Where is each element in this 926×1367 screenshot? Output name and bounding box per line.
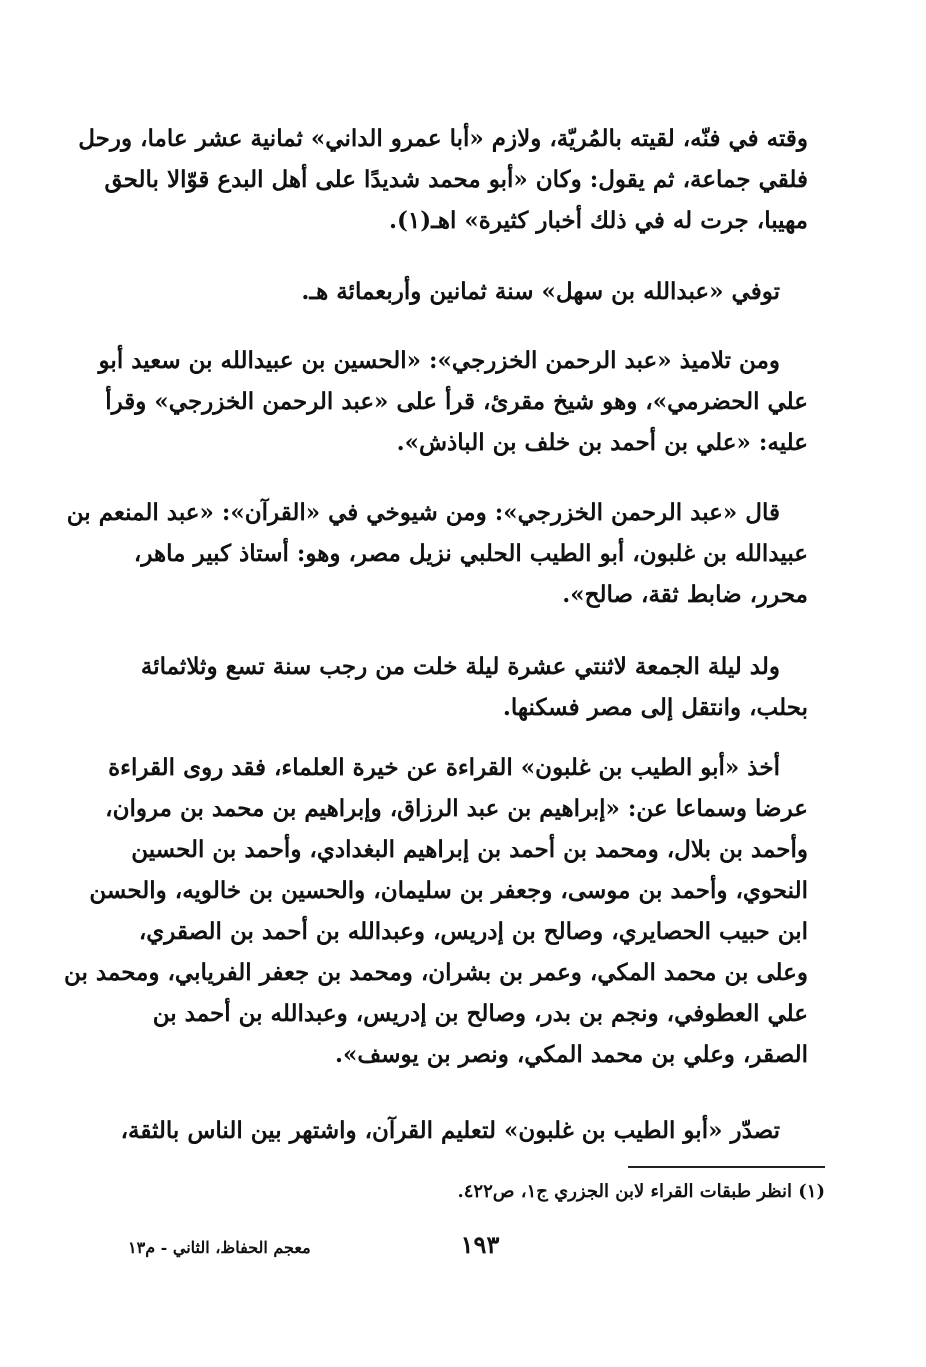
page-number: ١٩٣ [460, 1230, 500, 1259]
text-line: عليه: «علي بن أحمد بن خلف بن الباذش». [396, 429, 808, 456]
running-title: معجم الحفاظ، الثاني - م١٣ [128, 1238, 311, 1257]
text-line: محرر، ضابط ثقة، صالح». [562, 581, 808, 608]
text-line: أخذ «أبو الطيب بن غلبون» القراءة عن خيرة العلماء، فقد روى القراءة [108, 754, 780, 781]
text-line: وعلى بن محمد المكي، وعمر بن بشران، ومحمد بن جعفر الفريابي، ومحمد بن [63, 959, 808, 986]
text-line: الصقر، وعلي بن محمد المكي، ونصر بن يوسف». [335, 1041, 808, 1068]
text-line: عرضا وسماعا عن: «إبراهيم بن عبد الرزاق، وإبراهيم بن محمد بن مروان، [105, 795, 808, 822]
text-line: قال «عبد الرحمن الخزرجي»: ومن شيوخي في «القرآن»: «عبد المنعم بن [66, 499, 780, 526]
text-line: ابن حبيب الحصايري، وصالح بن إدريس، وعبدالله بن أحمد بن الصقري، [138, 918, 808, 945]
text-line: وأحمد بن بلال، ومحمد بن أحمد بن إبراهيم البغدادي، وأحمد بن الحسين [131, 836, 808, 863]
paragraph-3 [98, 340, 808, 463]
text-line: النحوي، وأحمد بن موسى، وجعفر بن سليمان، والحسين بن خالويه، والحسن [89, 877, 808, 904]
text-line: عبيدالله بن غلبون، أبو الطيب الحلبي نزيل مصر، وهو: أستاذ كبير ماهر، [133, 540, 808, 567]
paragraph-4 [66, 492, 808, 615]
paragraph-5 [128, 646, 808, 728]
paragraph-1 [78, 118, 808, 241]
footnote-divider [628, 1166, 825, 1168]
text-line: فلقي جماعة، ثم يقول: وكان «أبو محمد شديدًا على أهل البدع قوّالا بالحق [104, 166, 808, 193]
text-line: علي الحضرمي»، وهو شيخ مقرئ، قرأ على «عبد الرحمن الخزرجي» وقرأ [105, 388, 808, 415]
text-line: وقته في فنّه، لقيته بالمُريّة، ولازم «أبا عمرو الداني» ثمانية عشر عاما، ورحل [78, 125, 808, 152]
text-line: بحلب، وانتقل إلى مصر فسكنها. [502, 694, 808, 721]
text-line: ومن تلاميذ «عبد الرحمن الخزرجي»: «الحسين بن عبيدالله بن سعيد أبو [98, 347, 780, 374]
paragraph-6 [63, 747, 808, 1075]
text-line: توفي «عبدالله بن سهل» سنة ثمانين وأربعمائة هـ. [301, 278, 780, 305]
text-line: مهيبا، جرت له في ذلك أخبار كثيرة» اهـ(١). [389, 207, 808, 234]
footnote: (١) انظر طبقات القراء لابن الجزري ج١، ص٤٢٢. [457, 1181, 825, 1202]
text-line: تصدّر «أبو الطيب بن غلبون» لتعليم القرآن، واشتهر بين الناس بالثقة، [120, 1117, 780, 1144]
paragraph-7 [120, 1110, 808, 1151]
text-line: ولد ليلة الجمعة لاثنتي عشرة ليلة خلت من رجب سنة تسع وثلاثمائة [140, 653, 780, 680]
text-line: علي العطوفي، ونجم بن بدر، وصالح بن إدريس، وعبدالله بن أحمد بن [152, 1000, 808, 1027]
paragraph-2 [128, 271, 808, 312]
